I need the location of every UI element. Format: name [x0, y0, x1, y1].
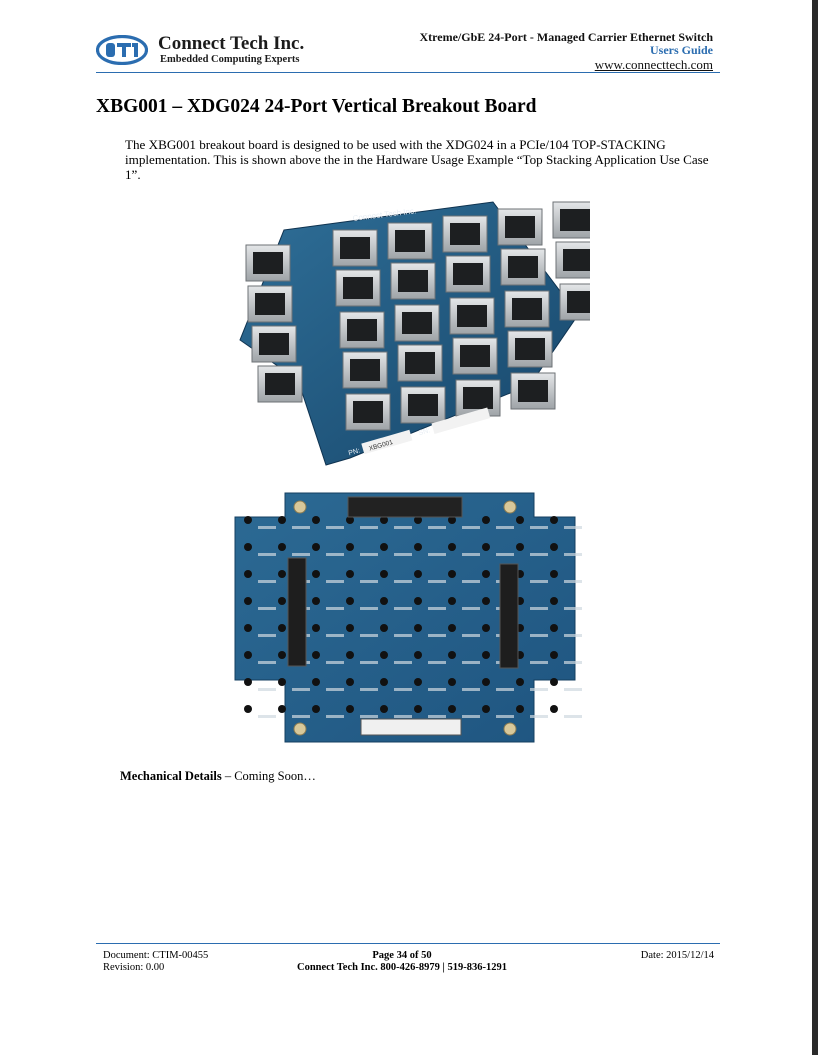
- breakout-board-top-photo: [228, 200, 590, 470]
- solder-pad: [312, 543, 320, 551]
- solder-pad: [482, 624, 490, 632]
- solder-pad: [380, 543, 388, 551]
- solder-pad: [482, 705, 490, 713]
- svg-text:XBG001: XBG001: [368, 439, 394, 453]
- solder-pad: [448, 651, 456, 659]
- solder-pad: [414, 543, 422, 551]
- solder-pad: [278, 624, 286, 632]
- solder-pad: [312, 570, 320, 578]
- intro-paragraph: The XBG001 breakout board is designed to be used with the XDG024 in a PCIe/104 TOP-STACKING implementation. This is shown above the in the Hardware Usage Example “Top Stacking Application Use Case 1”.: [125, 137, 709, 182]
- solder-pad: [346, 678, 354, 686]
- solder-pad: [414, 597, 422, 605]
- solder-pad: [482, 651, 490, 659]
- svg-text:Connect Tech Inc.: Connect Tech Inc.: [352, 206, 417, 223]
- solder-pad: [278, 570, 286, 578]
- solder-pad: [346, 597, 354, 605]
- solder-pad: [550, 705, 558, 713]
- solder-pad: [448, 570, 456, 578]
- solder-pad: [244, 678, 252, 686]
- footer-document-id: Document: CTIM-00455: [103, 950, 209, 961]
- solder-pad: [516, 705, 524, 713]
- solder-pad: [278, 597, 286, 605]
- company-tagline: Embedded Computing Experts: [160, 54, 300, 65]
- solder-pad: [482, 678, 490, 686]
- solder-pad: [380, 678, 388, 686]
- solder-pad: [550, 570, 558, 578]
- solder-pad: [516, 678, 524, 686]
- solder-pad: [550, 597, 558, 605]
- solder-pad: [244, 516, 252, 524]
- header-product-title: Xtreme/GbE 24-Port - Managed Carrier Ethernet Switch: [419, 30, 713, 44]
- header-guide-label: Users Guide: [650, 43, 713, 57]
- solder-pad: [448, 597, 456, 605]
- solder-pad: [414, 705, 422, 713]
- mechanical-details-label: Mechanical Details: [120, 769, 222, 783]
- page-edge: [812, 0, 818, 1055]
- solder-pad: [482, 516, 490, 524]
- solder-pad: [278, 705, 286, 713]
- header-website-link[interactable]: www.connecttech.com: [594, 57, 713, 72]
- solder-pad: [482, 543, 490, 551]
- solder-pad: [380, 705, 388, 713]
- connect-tech-logo: [96, 35, 148, 65]
- footer-page-number: Page 34 of 50: [372, 950, 432, 961]
- solder-pad: [550, 516, 558, 524]
- solder-pad: [346, 570, 354, 578]
- solder-pad: [550, 543, 558, 551]
- solder-pad: [312, 597, 320, 605]
- solder-pad: [346, 705, 354, 713]
- solder-pad: [414, 570, 422, 578]
- solder-pad: [550, 678, 558, 686]
- svg-text:SN:: SN:: [417, 427, 432, 438]
- breakout-board-bottom-photo: [228, 490, 590, 745]
- solder-pad: [516, 516, 524, 524]
- solder-pad: [550, 651, 558, 659]
- footer-revision: Revision: 0.00: [103, 962, 165, 973]
- solder-pad: [414, 678, 422, 686]
- solder-pad: [244, 624, 252, 632]
- solder-pad: [482, 570, 490, 578]
- solder-pad: [448, 678, 456, 686]
- solder-pad: [482, 597, 490, 605]
- solder-pad: [312, 516, 320, 524]
- page-title: XBG001 – XDG024 24-Port Vertical Breakout Board: [96, 96, 537, 117]
- solder-pad: [550, 624, 558, 632]
- solder-pad: [380, 624, 388, 632]
- solder-pad: [448, 543, 456, 551]
- solder-pad: [244, 543, 252, 551]
- solder-pad: [380, 570, 388, 578]
- solder-pad: [312, 624, 320, 632]
- solder-pad: [278, 678, 286, 686]
- solder-pad: [346, 543, 354, 551]
- solder-pad: [312, 651, 320, 659]
- mechanical-details-text: – Coming Soon…: [221, 769, 316, 783]
- solder-pad: [278, 543, 286, 551]
- solder-pad: [516, 543, 524, 551]
- solder-pad: [346, 624, 354, 632]
- solder-pad: [244, 597, 252, 605]
- solder-pad: [244, 705, 252, 713]
- svg-text:PN:: PN:: [347, 447, 361, 458]
- solder-pad: [244, 651, 252, 659]
- solder-pad: [414, 624, 422, 632]
- mechanical-details: [120, 769, 316, 784]
- solder-pad: [278, 516, 286, 524]
- header-rule: [96, 72, 720, 73]
- solder-pad: [312, 678, 320, 686]
- solder-pad: [448, 624, 456, 632]
- footer-date: Date: 2015/12/14: [640, 950, 714, 961]
- solder-pad: [414, 651, 422, 659]
- company-name: Connect Tech Inc.: [158, 33, 305, 54]
- solder-pad: [380, 597, 388, 605]
- footer-rule: [96, 943, 720, 944]
- footer-contact: Connect Tech Inc. 800-426-8979 | 519-836-1291: [297, 962, 507, 973]
- solder-pad: [278, 651, 286, 659]
- solder-pad: [448, 705, 456, 713]
- solder-pad: [244, 570, 252, 578]
- solder-pad: [312, 705, 320, 713]
- solder-pad: [380, 651, 388, 659]
- solder-pad: [346, 651, 354, 659]
